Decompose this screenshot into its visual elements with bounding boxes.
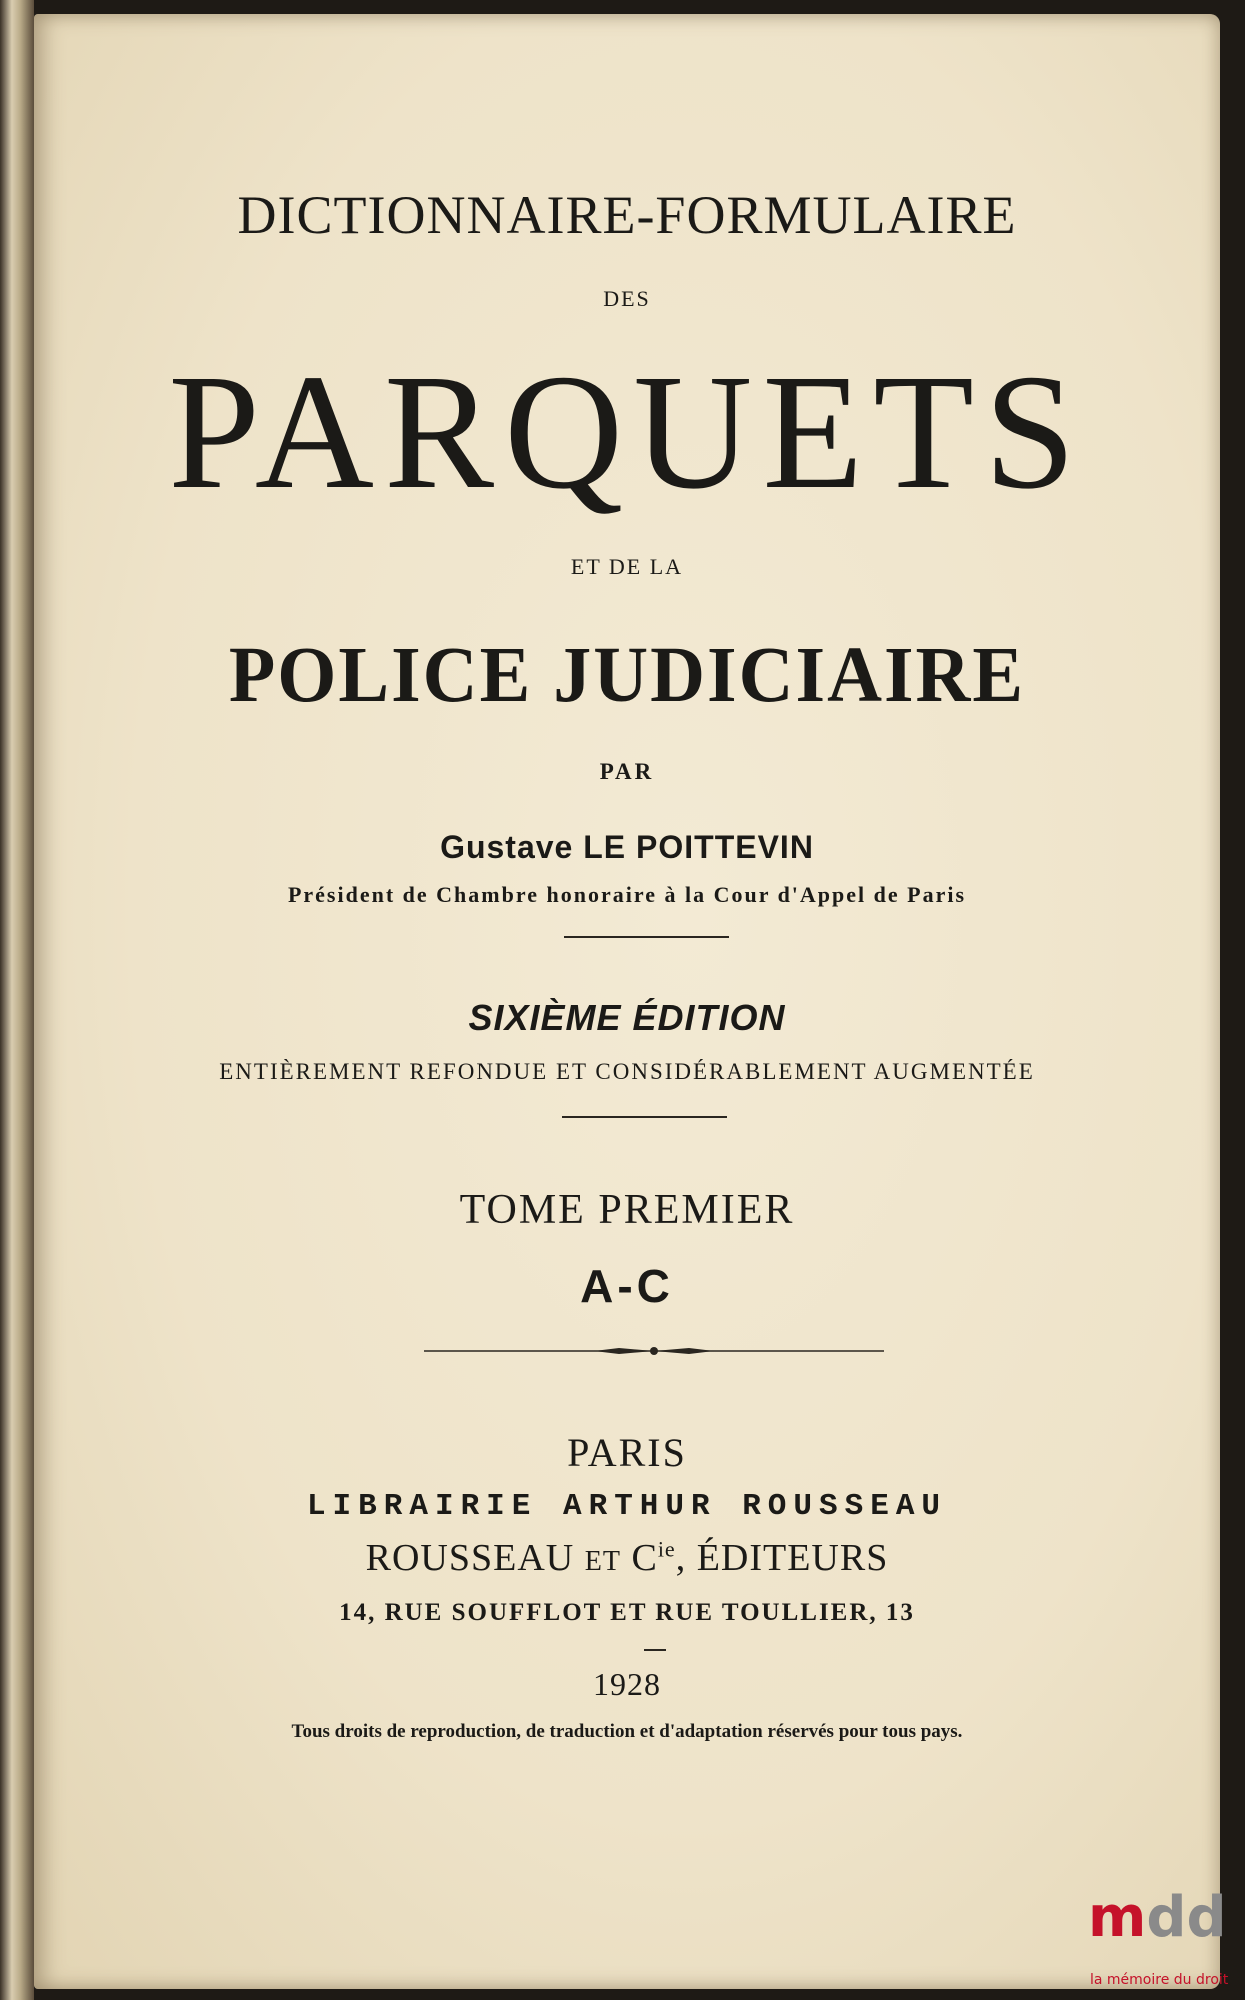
logo-mark (1088, 1885, 1227, 1950)
divider-rule (564, 936, 729, 938)
volume-range: A-C (580, 1260, 674, 1312)
publisher-ie: ie (657, 1536, 676, 1562)
ornament-rule (424, 1344, 884, 1358)
publisher-et: ET (584, 1546, 621, 1577)
title-et-de-la: ET DE LA (570, 554, 684, 579)
logo-caption: la mémoire du droit (1090, 1972, 1229, 1988)
rights-notice: Tous droits de reproduction, de traduction et d'adaptation réservés pour tous pays. (291, 1721, 963, 1742)
subtitle: POLICE JUDICIAIRE (228, 630, 1026, 720)
author-title: Président de Chambre honoraire à la Cour d'Appel de Paris (287, 882, 967, 907)
publisher-address: 14, RUE SOUFFLOT ET RUE TOULLIER, 13 (339, 1599, 915, 1626)
volume: TOME PREMIER (459, 1187, 795, 1233)
logo-letter-m: m (1088, 1885, 1147, 1950)
logo-letters-dd: dd (1146, 1885, 1227, 1950)
city: PARIS (567, 1430, 687, 1475)
title-line-1: DICTIONNAIRE-FORMULAIRE (237, 185, 1017, 245)
mdd-logo (1088, 1885, 1238, 1990)
title-page (34, 14, 1220, 1989)
publisher-c: C (620, 1537, 658, 1579)
by-label: PAR (599, 759, 655, 784)
short-dash (644, 1649, 666, 1651)
edition: SIXIÈME ÉDITION (468, 997, 786, 1038)
publisher-name: ROUSSEAU (365, 1537, 585, 1579)
main-title: PARQUETS (168, 340, 1086, 523)
publisher-line (34, 1536, 1220, 1580)
publication-year: 1928 (593, 1666, 661, 1702)
divider-rule (562, 1116, 727, 1118)
author-name: Gustave LE POITTEVIN (440, 829, 814, 865)
edition-note: ENTIÈREMENT REFONDUE ET CONSIDÉRABLEMENT AUGMENTÉE (219, 1059, 1035, 1084)
publisher-editeurs: , ÉDITEURS (675, 1537, 889, 1579)
publisher: LIBRAIRIE ARTHUR ROUSSEAU (306, 1489, 948, 1524)
title-des: DES (603, 286, 651, 311)
book-spine-edge (0, 0, 34, 2000)
